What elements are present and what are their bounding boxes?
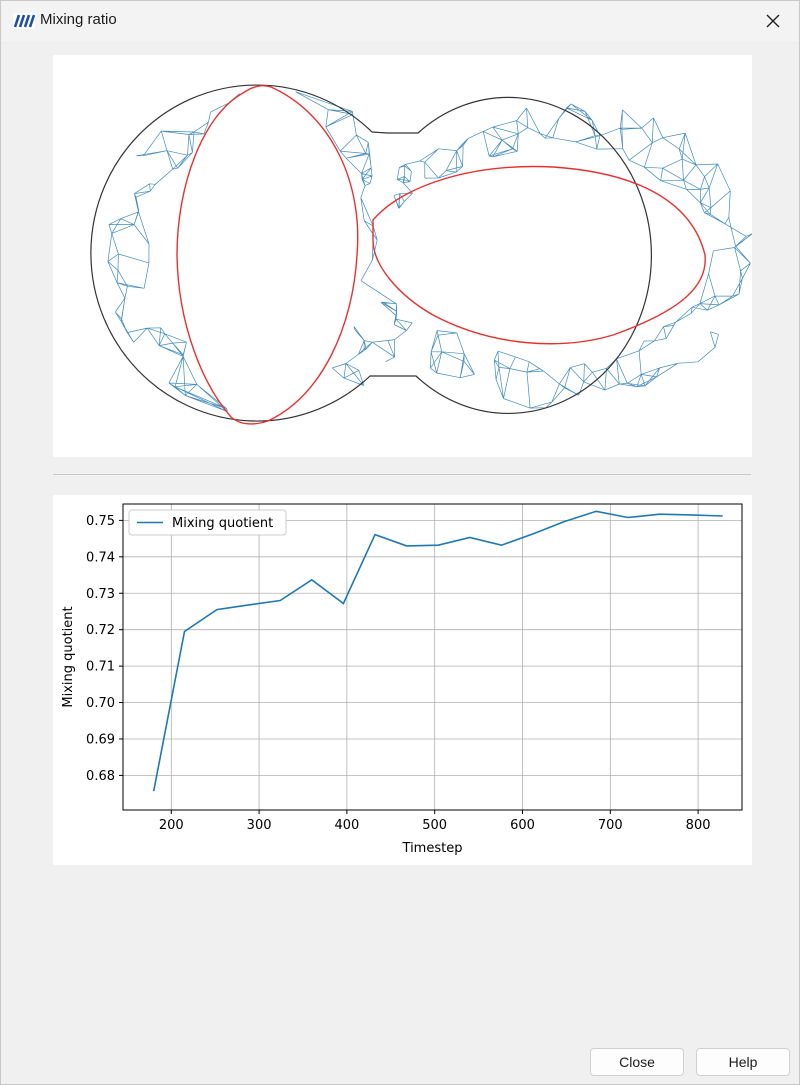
panel-divider (53, 474, 751, 475)
x-tick-label: 600 (510, 818, 535, 833)
x-tick-label: 400 (334, 818, 360, 833)
right-rotor-outline (373, 167, 705, 344)
x-tick-label: 200 (158, 818, 184, 833)
y-tick-label: 0.74 (86, 550, 115, 566)
plot-frame (123, 504, 742, 810)
close-button[interactable]: Close (590, 1048, 684, 1076)
x-tick-label: 800 (685, 818, 711, 833)
y-tick-label: 0.71 (86, 659, 115, 675)
y-ticks (86, 514, 123, 784)
y-tick-label: 0.75 (86, 513, 115, 529)
x-ticks (159, 810, 711, 833)
x-tick-label: 300 (246, 818, 272, 833)
y-tick-label: 0.72 (86, 623, 115, 639)
x-axis-label: Timestep (402, 841, 463, 856)
series-line-mixing-quotient (154, 511, 723, 791)
mesh-edges (108, 92, 752, 412)
app-logo-icon (13, 13, 35, 29)
x-tick-label: 500 (422, 818, 448, 833)
x-tick-label: 700 (597, 818, 623, 833)
window-close-button[interactable] (753, 5, 793, 37)
y-tick-label: 0.70 (86, 696, 115, 712)
y-tick-label: 0.69 (86, 732, 115, 748)
legend (129, 510, 286, 535)
y-tick-label: 0.73 (86, 586, 115, 602)
legend-label: Mixing quotient (172, 516, 274, 531)
window-title: Mixing ratio (40, 11, 117, 28)
grid (123, 504, 742, 810)
y-tick-label: 0.68 (86, 768, 115, 784)
line-chart (53, 495, 752, 865)
y-axis-label: Mixing quotient (61, 606, 76, 708)
left-rotor-outline (177, 86, 358, 424)
triangulation-mesh (108, 92, 752, 412)
help-button[interactable]: Help (696, 1048, 790, 1076)
mixing-quotient-chart (53, 495, 752, 865)
mixing-mesh-visualization (53, 55, 752, 457)
mixing-mesh-panel (53, 55, 752, 457)
vessel-outline (91, 85, 652, 421)
close-icon (766, 14, 780, 28)
title-bar (1, 1, 799, 41)
